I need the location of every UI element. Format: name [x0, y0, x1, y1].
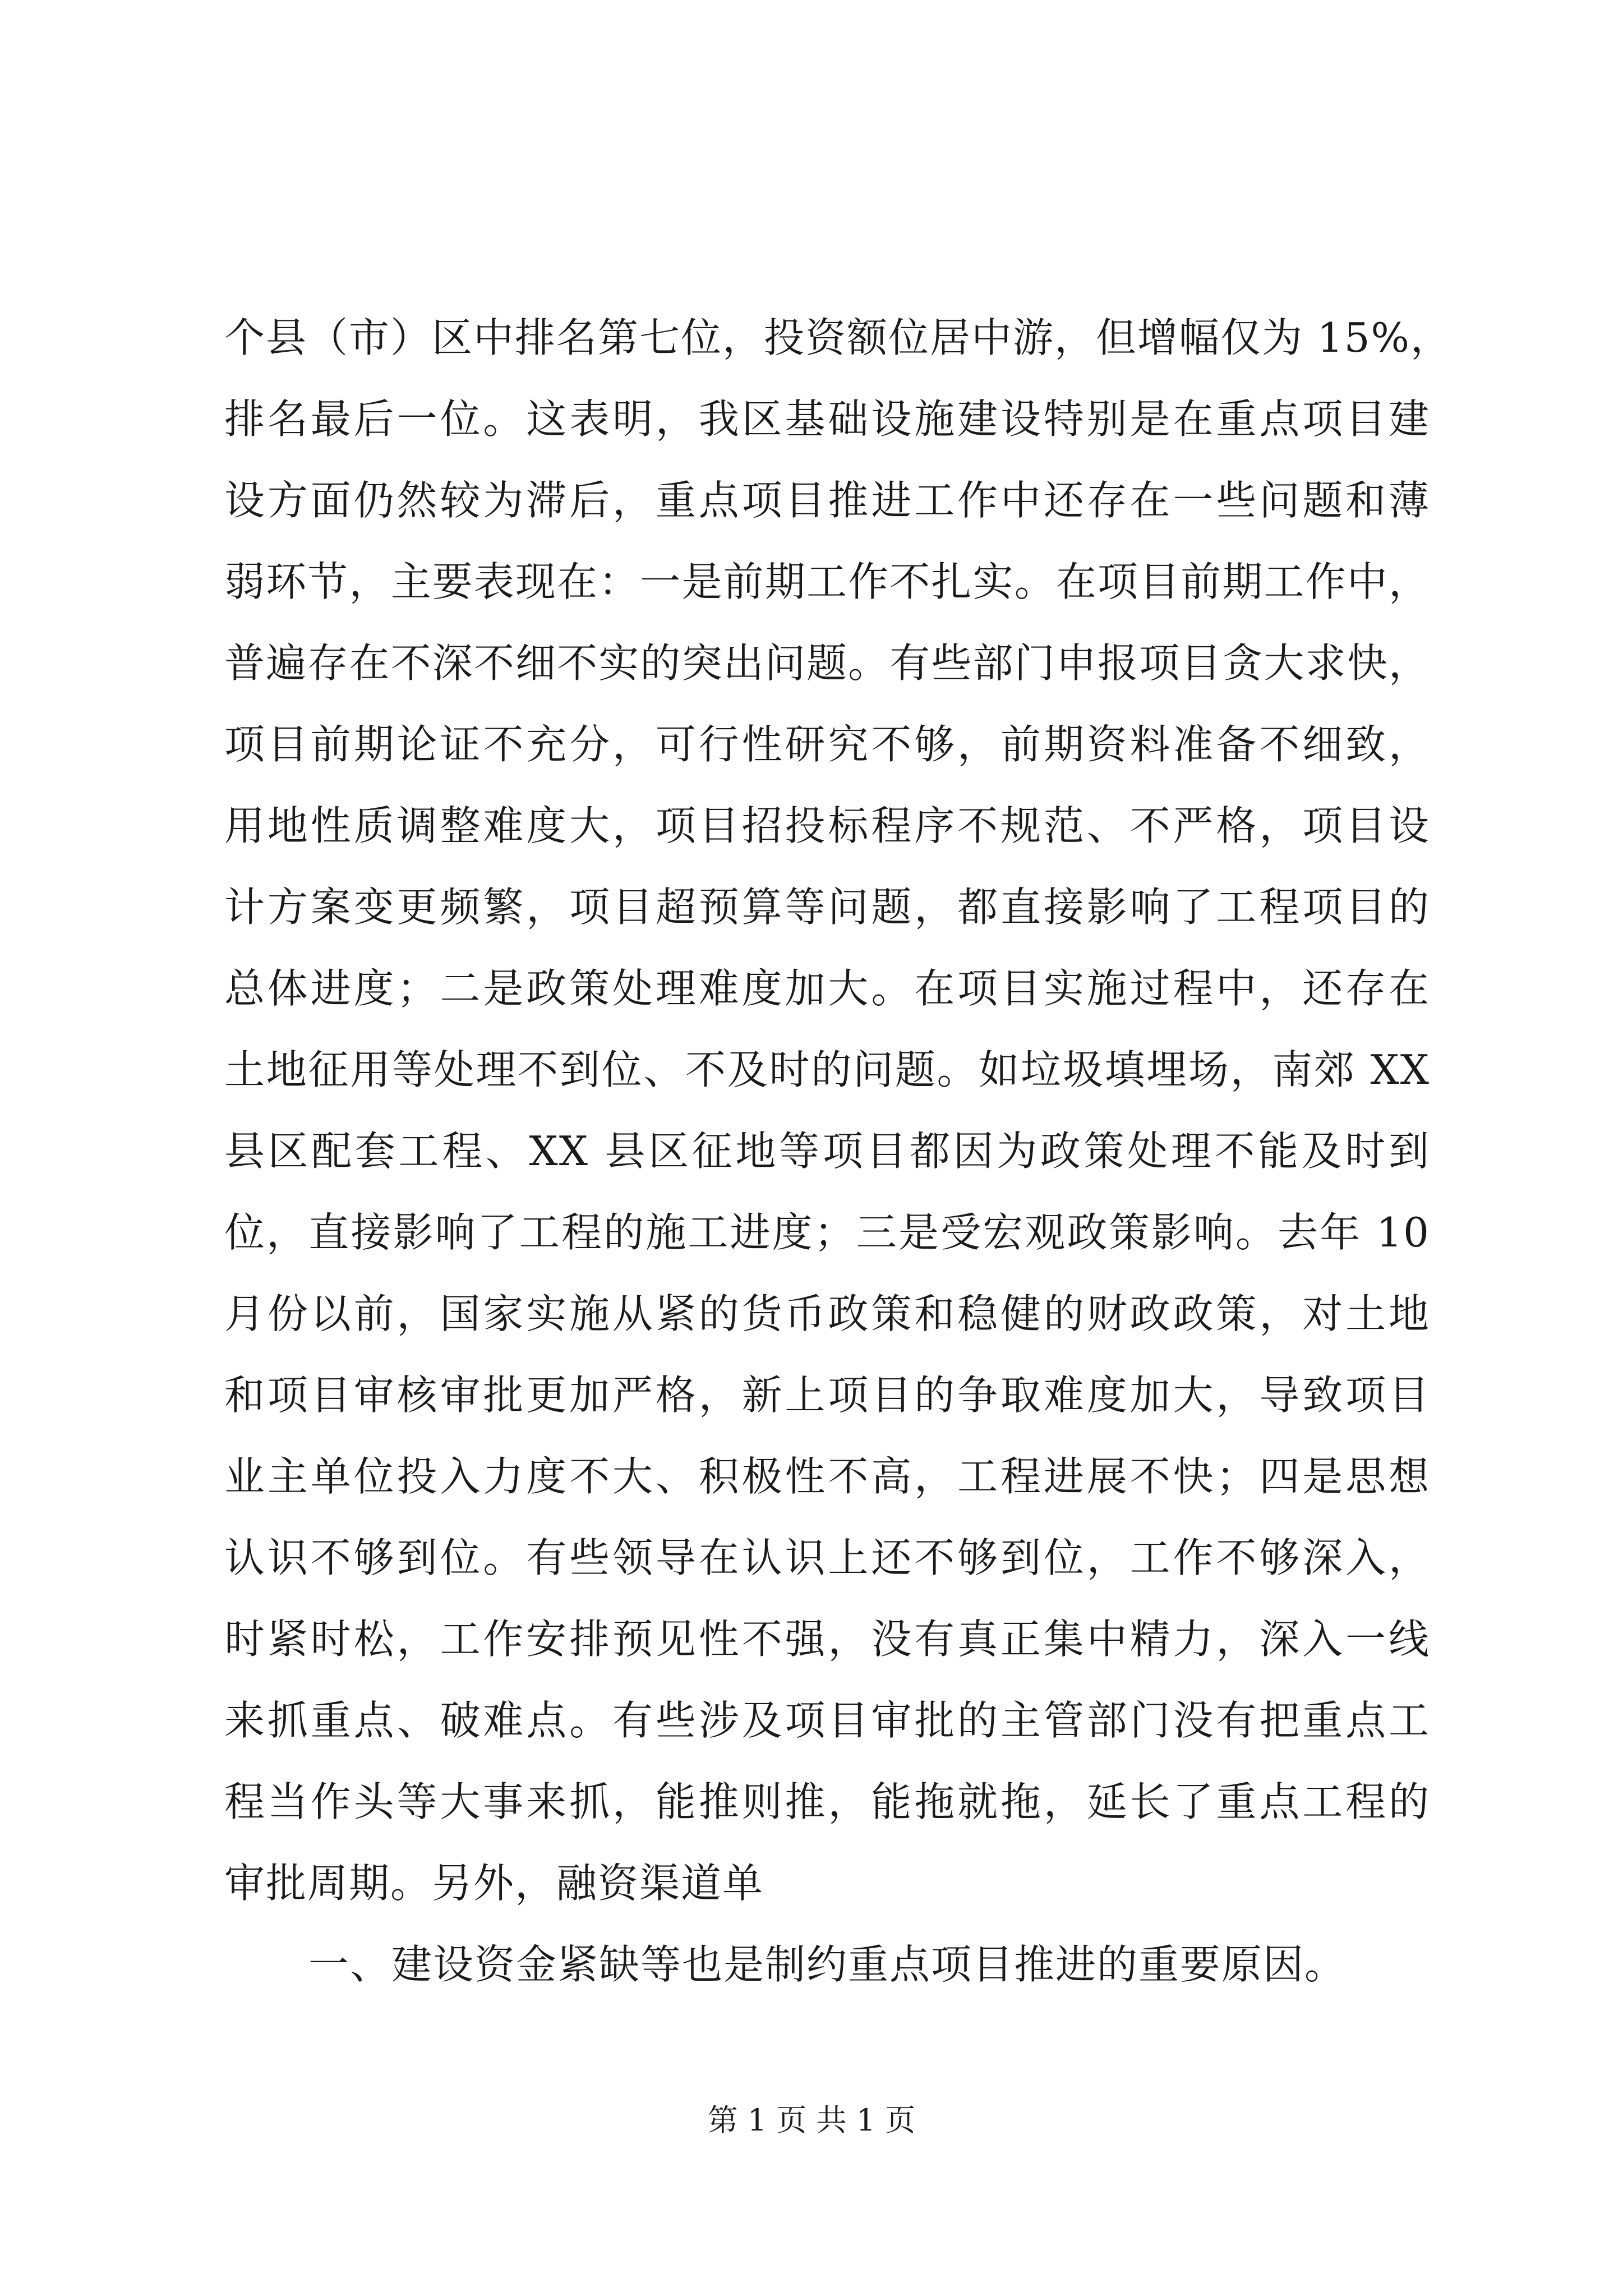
text-line: 项目前期论证不充分，可行性研究不够，前期资料准备不细致， [224, 721, 1430, 768]
text-line: 县区配套工程、XX 县区征地等项目都因为政策处理不能及时到 [224, 1128, 1430, 1175]
text-line: 业主单位投入力度不大、积极性不高，工程进展不快；四是思想 [224, 1453, 1430, 1500]
text-line: 和项目审核审批更加严格，新上项目的争取难度加大，导致项目 [224, 1372, 1430, 1419]
text-line: 用地性质调整难度大，项目招投标程序不规范、不严格，项目设 [224, 802, 1430, 849]
closing-line: 一、建设资金紧缺等也是制约重点项目推进的重要原因。 [308, 1941, 1347, 1988]
text-line: 弱环节，主要表现在：一是前期工作不扎实。在项目前期工作中， [224, 558, 1430, 605]
text-line: 土地征用等处理不到位、不及时的问题。如垃圾填埋场，南郊 XX [224, 1046, 1430, 1093]
text-line: 设方面仍然较为滞后，重点项目推进工作中还存在一些问题和薄 [224, 477, 1430, 524]
text-line: 普遍存在不深不细不实的突出问题。有些部门申报项目贪大求快， [224, 639, 1430, 687]
text-line: 审批周期。另外，融资渠道单 [224, 1860, 764, 1907]
text-line: 认识不够到位。有些领导在认识上还不够到位，工作不够深入， [224, 1534, 1430, 1581]
text-line: 位，直接影响了工程的施工进度；三是受宏观政策影响。去年 10 [224, 1209, 1430, 1256]
text-line: 时紧时松，工作安排预见性不强，没有真正集中精力，深入一线 [224, 1616, 1430, 1663]
text-line: 排名最后一位。这表明，我区基础设施建设特别是在重点项目建 [224, 395, 1430, 443]
text-line: 程当作头等大事来抓，能推则推，能拖就拖，延长了重点工程的 [224, 1778, 1430, 1825]
text-line: 个县（市）区中排名第七位，投资额位居中游，但增幅仅为 15%， [224, 314, 1452, 361]
text-line: 计方案变更频繁，项目超预算等问题，都直接影响了工程项目的 [224, 884, 1430, 931]
text-line: 月份以前，国家实施从紧的货币政策和稳健的财政政策，对土地 [224, 1290, 1430, 1337]
page-footer: 第 1 页 共 1 页 [707, 2102, 916, 2138]
text-line: 来抓重点、破难点。有些涉及项目审批的主管部门没有把重点工 [224, 1697, 1430, 1744]
text-line: 总体进度；二是政策处理难度加大。在项目实施过程中，还存在 [224, 965, 1430, 1012]
